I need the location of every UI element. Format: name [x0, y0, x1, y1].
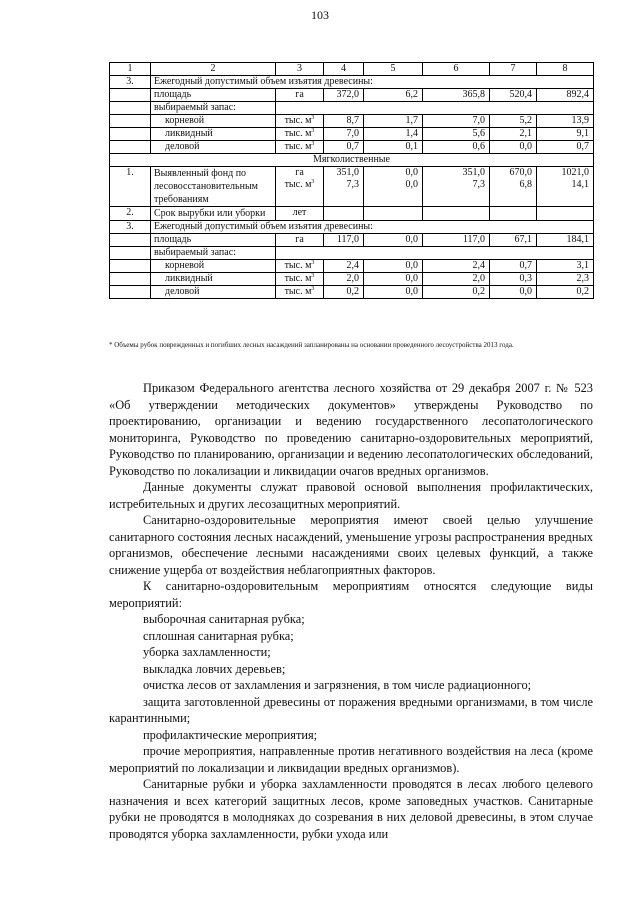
cell-value: 5,6: [472, 128, 485, 139]
cell-value: 0,7: [346, 141, 359, 152]
table-cell: [364, 89, 423, 102]
table-cell: 5: [364, 63, 423, 76]
cell-value: 7,0: [346, 128, 359, 139]
table-cell: [324, 207, 364, 221]
table-cell: 3: [276, 63, 324, 76]
paragraph: профилактические мероприятия;: [143, 727, 318, 742]
table-cell: 3.: [110, 221, 151, 234]
table-cell: [324, 115, 364, 128]
table-cell: [324, 141, 364, 154]
table-row: [110, 102, 594, 115]
table-row: [110, 154, 594, 167]
table-cell: [537, 115, 594, 128]
table-cell: [364, 273, 423, 286]
cell-value: 0,0: [405, 286, 418, 297]
cell-value: 184,1: [566, 234, 589, 245]
table-cell: Выявленный фонд по лесовосстановительным требованиям: [151, 167, 276, 207]
cell-value: 3,1: [576, 260, 589, 271]
table-cell: 3.: [110, 76, 151, 89]
table-cell: тыс. $м^3$: [276, 260, 324, 273]
page-number: 103: [311, 8, 329, 22]
cell-value: 0,7: [576, 141, 589, 152]
table-footnote: * Объемы рубок поврежденных и погибших лесных насаждений запланированы на основании проведенного лесоустройства 2013 года.: [109, 341, 514, 349]
table-cell: 2.: [110, 207, 151, 221]
cell-value: 2,4: [346, 260, 359, 271]
table-cell: [110, 115, 151, 128]
unit-text: тыс. м: [284, 115, 312, 126]
table-cell: [423, 207, 490, 221]
table-cell: [490, 286, 537, 299]
cell-value: 5,2: [519, 115, 532, 126]
table-row: [110, 141, 594, 154]
table-cell: 4: [324, 63, 364, 76]
table-row: [110, 286, 594, 299]
table-cell: корневой: [151, 260, 276, 273]
table-cell: выбираемый запас:: [151, 247, 276, 260]
table-cell: [110, 102, 151, 115]
cell-value: 2,0: [472, 273, 485, 284]
cell-value: 0,2: [346, 286, 359, 297]
unit-text: тыс. м: [284, 260, 312, 271]
unit-text: га: [295, 167, 304, 178]
table-cell: [324, 128, 364, 141]
table-cell: ликвидный: [151, 273, 276, 286]
table-row: [110, 89, 594, 102]
paragraph: Санитарные рубки и уборка захламленности проводятся в лесах любого целевого назначения и всех категорий защитных лесов, кроме заповедных участков. Санитарные рубки не проводятся в молодняках до созревания в них деловой древесины, в этом случае проводятся уборка захламленности, рубки ухода или: [109, 777, 593, 841]
table-cell: [490, 273, 537, 286]
table-cell: [364, 207, 423, 221]
cell-value: 670,0: [509, 167, 532, 178]
table-cell: [490, 260, 537, 273]
table-cell: [490, 141, 537, 154]
table-cell: [276, 247, 594, 260]
table-cell: [537, 141, 594, 154]
table-cell: [537, 128, 594, 141]
cell-value: 2,3: [576, 273, 589, 284]
table-cell: [490, 234, 537, 247]
table-cell: тыс. $м^3$: [276, 286, 324, 299]
table-cell: тыс. $м^3$: [276, 128, 324, 141]
table-cell: [364, 286, 423, 299]
paragraph: выборочная санитарная рубка;: [143, 612, 305, 626]
unit-text: тыс. м: [284, 179, 312, 190]
table-row: [110, 221, 594, 234]
table-cell: [110, 234, 151, 247]
table-cell: [276, 102, 594, 115]
unit-text: тыс. м: [284, 141, 312, 152]
paragraph: Приказом Федерального агентства лесного хозяйства от 29 декабря 2007 г. № 523 «Об утверждении методических документов» утверждены Руководство по проектированию, организации и ведению государственного лесопатологического мониторинга, Руководство по проведению санитарно-оздоровительных мероприятий, Руководство по планированию, организации и ведению лесопатологических обследований, Руководство по локализации и ликвидации очагов вредных организмов.: [109, 381, 593, 478]
table-row: [110, 273, 594, 286]
table-cell: [537, 273, 594, 286]
table-cell: Мягколиственные: [110, 154, 594, 167]
table-cell: Ежегодный допустимый объем изъятия древесины:: [151, 76, 594, 89]
table-cell: площадь: [151, 89, 276, 102]
table-cell: [324, 260, 364, 273]
cell-value: 7,3: [472, 179, 485, 190]
table-cell: корневой: [151, 115, 276, 128]
cell-value: 8,7: [346, 115, 359, 126]
cell-value: 117,0: [462, 234, 485, 245]
cell-value: 7,0: [472, 115, 485, 126]
table-cell: 2: [151, 63, 276, 76]
table-cell: [324, 286, 364, 299]
paragraph: уборка захламленности;: [143, 645, 271, 659]
table-cell: [423, 234, 490, 247]
cell-value: 2,0: [346, 273, 359, 284]
cell-value: 9,1: [576, 128, 589, 139]
table-row: [110, 260, 594, 273]
paragraph: очистка лесов от захламления и загрязнения, в том числе радиационного;: [143, 678, 532, 692]
table-cell: [423, 286, 490, 299]
cell-value: 0,0: [405, 167, 418, 178]
table-row: [110, 115, 594, 128]
unit-text: лет: [292, 207, 307, 218]
table-cell: [364, 234, 423, 247]
cell-value: 0,1: [405, 141, 418, 152]
cell-value: 0,2: [576, 286, 589, 297]
table-cell: деловой: [151, 286, 276, 299]
table-cell: [364, 128, 423, 141]
body-text: [109, 380, 593, 842]
paragraph: сплошная санитарная рубка;: [143, 628, 294, 643]
table-row: [110, 167, 594, 207]
cell-value: 0,0: [405, 260, 418, 271]
table-cell: 7: [490, 63, 537, 76]
cell-value: 2,4: [472, 260, 485, 271]
table-cell: [423, 260, 490, 273]
table-header-row: [110, 63, 594, 76]
cell-value: 7,3: [346, 179, 359, 190]
paragraph: Данные документы служат правовой основой выполнения профилактических, истребительных и других лесозащитных мероприятий.: [109, 480, 593, 511]
table-cell: [324, 273, 364, 286]
table-cell: [537, 207, 594, 221]
table-cell: [110, 141, 151, 154]
cell-value: 117,0: [336, 234, 359, 245]
table-cell: [490, 115, 537, 128]
paragraph: выкладка ловчих деревьев;: [143, 661, 286, 676]
unit-text: тыс. м: [284, 128, 312, 139]
table-cell: [537, 167, 594, 207]
table-cell: 6: [423, 63, 490, 76]
cell-value: 2,1: [519, 128, 532, 139]
table-cell: [490, 167, 537, 207]
cell-value: 892,4: [566, 89, 589, 100]
table-cell: [423, 115, 490, 128]
table-cell: [490, 207, 537, 221]
table-cell: тыс. $м^3$: [276, 273, 324, 286]
table-cell: ликвидный: [151, 128, 276, 141]
table-cell: [364, 167, 423, 207]
table-cell: [364, 115, 423, 128]
cell-value: 1,4: [405, 128, 418, 139]
table-cell: 8: [537, 63, 594, 76]
table-cell: [490, 128, 537, 141]
table-cell: га тыс. $м^3$: [276, 167, 324, 207]
cell-value: 372,0: [336, 89, 359, 100]
cell-value: 0,7: [519, 260, 532, 271]
paragraph: Санитарно-оздоровительные мероприятия имеют своей целью улучшение санитарного состояния лесных насаждений, уменьшение угрозы распространения вредных организмов, обеспечение лесными насаждениями своих целевых функций, а также снижение ущерба от воздействия неблагоприятных факторов.: [109, 513, 593, 577]
unit-text: га: [295, 89, 304, 100]
cell-value: 0,0: [405, 234, 418, 245]
table-cell: [110, 260, 151, 273]
table-row: [110, 76, 594, 89]
cell-value: 67,1: [514, 234, 532, 245]
cell-value: 0,0: [405, 179, 418, 190]
cell-value: 0,0: [519, 286, 532, 297]
table-cell: площадь: [151, 234, 276, 247]
cell-value: 14,1: [571, 179, 589, 190]
table-cell: [364, 260, 423, 273]
table-cell: [423, 89, 490, 102]
table-cell: [423, 141, 490, 154]
table-cell: [364, 141, 423, 154]
cell-value: 351,0: [336, 167, 359, 178]
table-cell: [324, 167, 364, 207]
table-cell: [537, 89, 594, 102]
table-cell: деловой: [151, 141, 276, 154]
table-row: [110, 247, 594, 260]
cell-value: 0,2: [472, 286, 485, 297]
table-cell: [324, 89, 364, 102]
table-cell: [110, 273, 151, 286]
paragraph: защита заготовленной древесины от поражения вредными организмами, в том числе карантинными;: [109, 694, 593, 725]
table-cell: [324, 234, 364, 247]
table-cell: [537, 260, 594, 273]
table-cell: [110, 247, 151, 260]
table-row: [110, 207, 594, 221]
cell-value: 520,4: [509, 89, 532, 100]
cell-value: 13,9: [571, 115, 589, 126]
cell-value: 1,7: [405, 115, 418, 126]
unit-text: га: [295, 234, 304, 245]
unit-text: тыс. м: [284, 286, 312, 297]
cell-value: 0,3: [519, 273, 532, 284]
table-cell: [537, 286, 594, 299]
table-cell: [276, 89, 324, 102]
table-cell: 1: [110, 63, 151, 76]
table-cell: 1.: [110, 167, 151, 207]
paragraph: прочие мероприятия, направленные против негативного воздействия на леса (кроме мероприятий по локализации и ликвидации вредных организмов).: [109, 744, 593, 775]
table-cell: [110, 128, 151, 141]
forest-harvest-table: [109, 62, 594, 299]
table-cell: [423, 167, 490, 207]
cell-value: 0,6: [472, 141, 485, 152]
cell-value: 0,0: [519, 141, 532, 152]
cell-value: 365,8: [462, 89, 485, 100]
table-cell: выбираемый запас:: [151, 102, 276, 115]
cell-value: 351,0: [462, 167, 485, 178]
table-cell: Ежегодный допустимый объем изъятия древесины:: [151, 221, 594, 234]
table-cell: Срок вырубки или уборки: [151, 207, 276, 221]
table-cell: [276, 234, 324, 247]
table-cell: тыс. $м^3$: [276, 141, 324, 154]
unit-text: тыс. м: [284, 273, 312, 284]
table-cell: [276, 207, 324, 221]
table-cell: [490, 89, 537, 102]
table-row: [110, 128, 594, 141]
cell-value: 6,8: [519, 179, 532, 190]
table-cell: [537, 234, 594, 247]
table-cell: [110, 286, 151, 299]
table-cell: [423, 273, 490, 286]
paragraph: К санитарно-оздоровительным мероприятиям относятся следующие виды мероприятий:: [109, 579, 593, 610]
cell-value: 1021,0: [561, 167, 589, 178]
table-cell: [423, 128, 490, 141]
table-row: [110, 234, 594, 247]
cell-value: 0,0: [405, 273, 418, 284]
table-cell: тыс. $м^3$: [276, 115, 324, 128]
table-cell: [110, 89, 151, 102]
cell-value: 6,2: [405, 89, 418, 100]
